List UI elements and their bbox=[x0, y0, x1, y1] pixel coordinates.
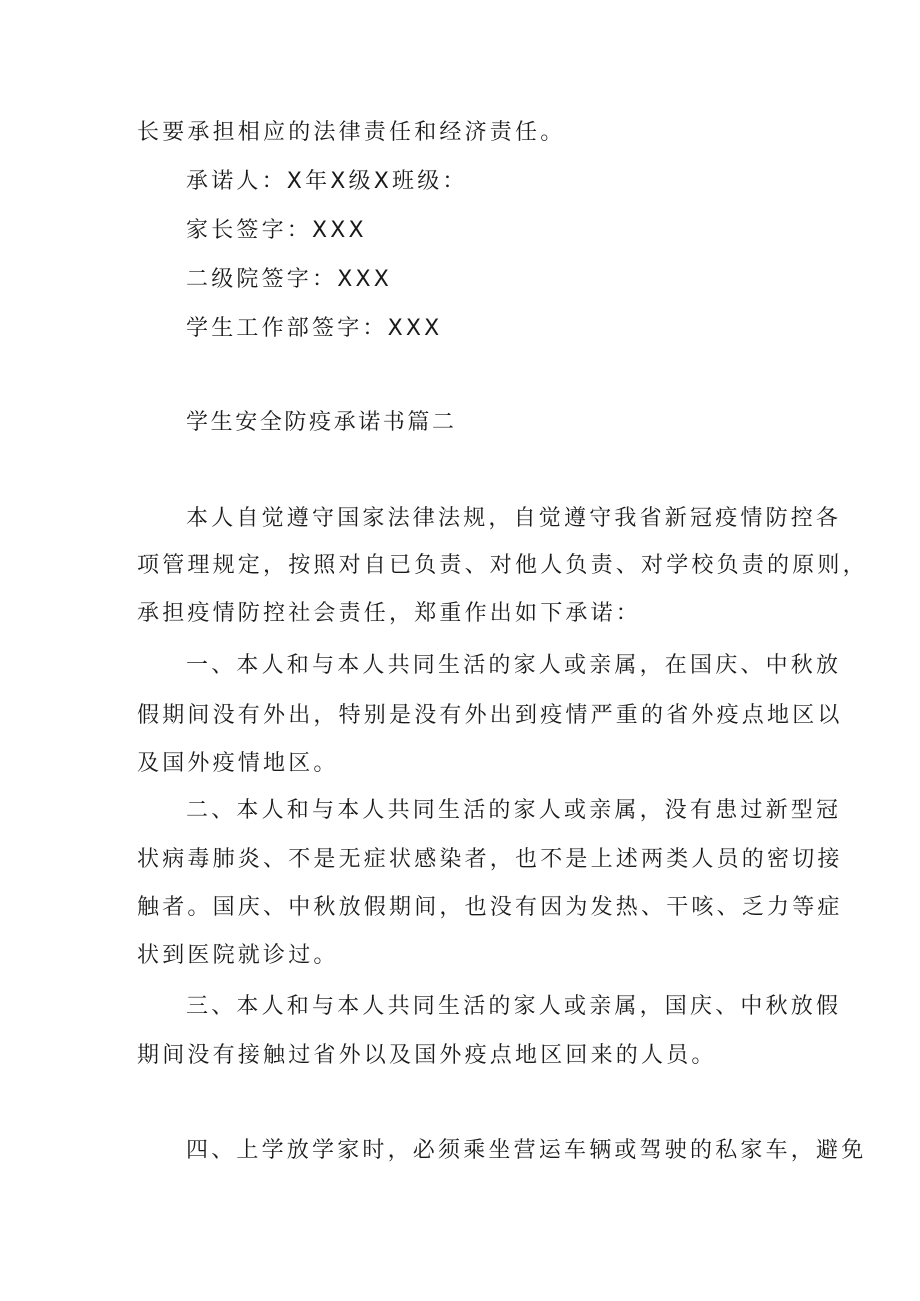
item-four-line: 四、上学放学家时，必须乘坐营运车辆或驾驶的私家车，避免 bbox=[186, 1138, 867, 1163]
paragraph-continuation: 长要承担相应的法律责任和经济责任。 bbox=[137, 120, 566, 145]
item-two-line: 二、本人和与本人共同生活的家人或亲属，没有患过新型冠 bbox=[186, 798, 842, 823]
item-one-line: 一、本人和与本人共同生活的家人或亲属，在国庆、中秋放 bbox=[186, 653, 842, 678]
section-heading: 学生安全防疫承诺书篇二 bbox=[186, 410, 457, 435]
item-three-line: 期间没有接触过省外以及国外疫点地区回来的人员。 bbox=[137, 1043, 717, 1068]
body-line: 项管理规定，按照对自已负责、对他人负责、对学校负责的原则， bbox=[137, 553, 868, 578]
signature-line-parent: 家长签字：XXX bbox=[186, 218, 367, 243]
item-three-line: 三、本人和与本人共同生活的家人或亲属，国庆、中秋放假 bbox=[186, 994, 842, 1019]
body-line: 承担疫情防控社会责任，郑重作出如下承诺： bbox=[137, 601, 642, 626]
item-two-line: 状到医院就诊过。 bbox=[137, 943, 339, 968]
signature-line-student-affairs: 学生工作部签字：XXX bbox=[186, 316, 443, 341]
signature-line-college: 二级院签字：XXX bbox=[186, 267, 393, 292]
body-line: 本人自觉遵守国家法律法规，自觉遵守我省新冠疫情防控各 bbox=[186, 506, 842, 531]
item-one-line: 及国外疫情地区。 bbox=[137, 751, 339, 776]
item-two-line: 状病毒肺炎、不是无症状感染者，也不是上述两类人员的密切接 bbox=[137, 847, 843, 872]
item-one-line: 假期间没有外出，特别是没有外出到疫情严重的省外疫点地区以 bbox=[137, 703, 843, 728]
signature-line-promisor: 承诺人：X年X级X班级： bbox=[186, 169, 468, 194]
item-two-line: 触者。国庆、中秋放假期间，也没有因为发热、干咳、乏力等症 bbox=[137, 895, 843, 920]
